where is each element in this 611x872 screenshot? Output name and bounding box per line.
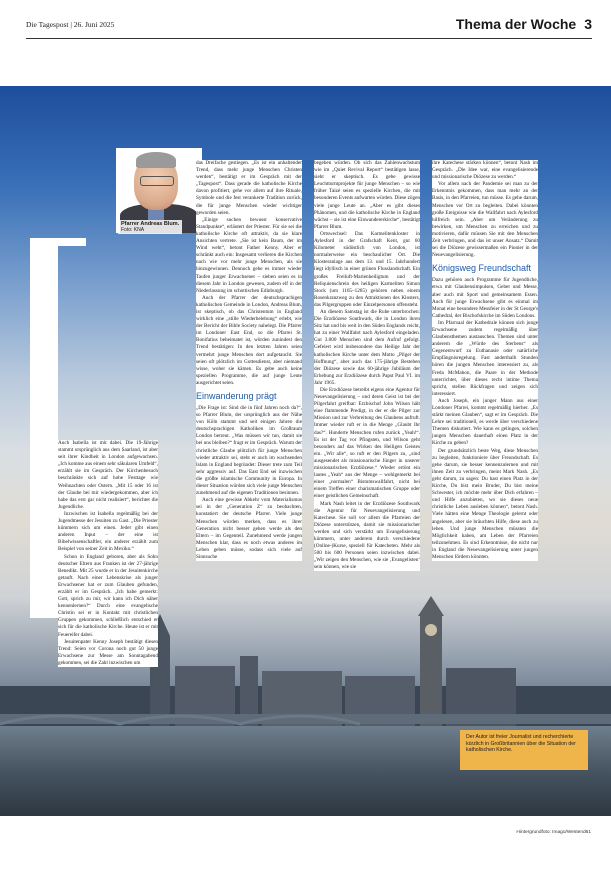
article-column-1 (58, 440, 158, 667)
col4-paragraph: Im Pfarrsaal der Kathedrale können sich junge Erwachsene zudem regelmäßig über Glaubensthemen austauschen. Themen sind unter anderem die „Würde des Sterbens“ als Gegenentwurf zu Euthanasie oder natürliche Empfängnisregelung. Fast anderthalb Stunden hören die jungen Menschen interessiert zu, als Freda McMahon, die Paare in der Methode unterrichtet, über dieses recht intime Thema spricht, stellen Rückfragen und zeigen sich interessiert. (432, 319, 538, 397)
subheading-koenigsweg: Königsweg Freundschaft (432, 263, 532, 274)
col4-paragraph: Vor allem nach der Pandemie sei man zu der Erkenntnis gekommen, dass man mehr an der Basis, in den Pfarreien, tun müsse. Es gehe darum, Menschen vor Ort zu begleiten. Dabei könnten große Ereignisse wie die Wallfahrt nach Aylesford hilfreich sein. „Aber um Veränderung zu bewirken, um Menschen zu erreichen und zu motivieren, dafür müssen Sie mit den Menschen Zeit verbringen, und das ist unser Ansatz.“ Damit sei die Diözese gewissermaßen ein Pionier in der Neuevangelisierung. (432, 181, 538, 259)
page-number: 3 (584, 16, 592, 32)
initial-letter-serif (30, 238, 86, 246)
col1-paragraph: Jesuitenpater Kenny Joseph bestätigt diesen Trend: Seien vor Corona noch gut 50 junge Erwachsene zur Messe am Sonntagabend gekommen, sei die Zahl inzwischen um (58, 638, 158, 666)
col2-paragraph: „Einige suchen bewusst konservative Standpunkte“, erläutert der Priester. Für sie sei die katholische Kirche oft attraktiv, da sie klare Ansichten vertrete. „Sie ist kein Baum, der im Wind weht“, betont Father Kenny. Aber er schränkt auch ein: Insgesamt verlieren die Kirchen nach wie vor mehr junge Menschen, als sie hinzugewinnen. Dennoch gehe es immer wieder Taufen junger Erwachsener – sieben seien es in diesem Jahr in London gewesen, zudem elf in der Niederlassung im schottischen Edinburgh. (196, 216, 302, 294)
col3-paragraph: Die Erzdiözese betreibt eigens eine Agentur für Neuevangelisierung – und deren Geist ist bei der Pilgerfahrt greifbar: Erzbischof John Wilson hält eine flammende Predigt, in der er die Pilger zur Mission und zur Verbreitung des Glaubens aufruft. Immer wieder ruft er in die Menge „Glaubt Ihr das?“. Hunderte Menschen rufen zurück „Yeah!“. Es ist der Tag vor Pfingsten, und Wilson geht besonders auf das Wirken des Heiligen Geistes ein. „Wir alle“, so ruft er den Pilgern zu, „sind ausgesendet als missionarische Jünger in unserer missionarischen Erzdiözese.“ Wieder ertönt ein lautes „Yeah“ aus der Menge – wohlgemerkt bei einer „normalen“ Bistumswallfahrt, nicht bei einem Treffen einer charismatischen Gruppe oder einer geistlichen Gemeinschaft. (314, 387, 420, 500)
col1-paragraph: Inzwischen ist Isabella regelmäßig bei der Jugendmesse der Jesuiten zu Gast. „Die Priester kümmern sich um einen. Jeder gibt einen anderen Input – der eine ist Bibelwissenschaftler, ein anderer erzählt zum Beispiel von seiner Zeit in Mexiko.“ (58, 510, 158, 553)
portrait-caption (118, 220, 182, 234)
photo-credit: Hintergrundfoto: Imago/Westend61 (516, 830, 591, 835)
article-column-2 (196, 160, 302, 561)
col1-paragraph: Schon in England geboren, aber als Sohn deutscher Eltern aus Franken ist der 27-jährige Benedikt. Mit 25 wurde er in der Jesuitenkirche getauft. Nach einer Lebenskrise als junger Erwachsener hat er zum Glauben gefunden, erzählt er im Gespräch. „Ich habe gemerkt: Gott, sprich zu mir, wir kann ich Dich näher kennenlernen?“ Durch eine evangelische Christin sei er in Kontakt mit christlichen Gruppen gekommen, schließlich entschied er sich für die katholische Kirche. Heute ist er mit Feuereifer dabei. (58, 553, 158, 638)
initial-letter-stem (30, 238, 58, 618)
author-note: Der Autor ist freier Journalist und recherchierte kürzlich in Großbritannien über die Situation der katholischen Kirche. (466, 734, 576, 754)
section-name: Thema der Woche (455, 16, 577, 32)
header-rule (26, 38, 592, 39)
col4-paragraph: ihre Katechese stärken können“, betont Nash im Gespräch. „Die Idee war, eine evangelisierende und missionarische Diözese zu werden.“ (432, 160, 538, 181)
col2-paragraph: das Dreifache gestiegen. „Es ist ein anhaltender Trend, dass mehr junge Menschen Christen werden“, bestätigt er im Gespräch mit der „Tagespost“. Dass gerade die katholische Kirche davon profitiert, gehe vor allem auf ihre Rituale, Symbole und die fest verankerte Tradition zurück, die für junge Menschen wieder wichtiger geworden seien. (196, 160, 302, 216)
caption-credit: Foto: KNA (121, 227, 145, 233)
col4-paragraph: Dazu gehören auch Programme für Jugendliche, etwa mit Glaubensimpulsen, Gebet und Messe, aber auch mit Sport und gemeinsamem Essen. Auch für junge Erwachsene gibt es einmal im Monat eine besondere Messfeier in der St George's Cathedral, der Bischofskirche im Süden Londons. (432, 277, 538, 319)
caption-name: Pfarrer Andreas Blum. (121, 221, 180, 227)
article-column-3 (314, 160, 420, 571)
subheading-einwanderung: Einwanderung prägt (196, 391, 277, 401)
col4-paragraph: Auch Joseph, ein junger Mann aus einer Londoner Pfarrei, kommt regelmäßig hierher. „Es stärkt meinen Glauben“, sagt er im Gespräch. Die Lehre sei traditionell, es werde über verschiedene Themen diskutiert. Wie kann es gelingen, solchen jungen Menschen dauerhaft einen Platz in der Kirche zu geben? (432, 397, 538, 447)
article-column-4 (432, 160, 538, 561)
col1-paragraph: Auch Isabella ist mit dabei. Die 19-Jährige stammt ursprünglich aus dem Saarland, ist aber seit ihrer Kindheit in London aufgewachsen. „Ich komme aus einem sehr säkularen Umfeld“, erzählt sie im Gespräch. Der Kirchenbesuch beschränkte sich auf hohe Festtage wie Weihnachten oder Ostern. „Mit 15 oder 16 ist der Glaube bei mir wiedergekommen, aber ich habe das erst gar nicht realisiert“, berichtet die Jugendliche. (58, 440, 158, 510)
author-infobox (460, 730, 588, 770)
section-title (456, 16, 592, 32)
portrait-glasses (140, 176, 174, 186)
col2-paragraph: Auch der Pfarrer der deutschsprachigen katholischen Gemeinde in London, Andreas Blum, ist skeptisch, ob das Christentum in England wirklich eine „stille Wiederbelebung“ erlebt, wie der Bericht der Bible Society nahelegt. Die Pfarrer im Londoner East End, so die Pfarrei St. Bonifatius beheimatet ist, würden zunindest den Trend bestätigen: In den letzten Jahren seien vermehrt junge Menschen dort aufgetaucht. Sie seien oft plötzlich im Gottesdienst, aber niemand wisse, woher sie kämen. Es gebe auch keine speziellen Programme, die auf junge Leute ausgerichtet seien. (196, 294, 302, 386)
col4-paragraph: Der grundsätzlich beste Weg, diese Menschen zu begleiten, funktioniere über Freundschaft. Es gehe darum, sie besser kennenzulernen und mit ihnen Zeit zu verbringen, meint Mark Nash. „Es geht darum, zu sagen: Du hast einen Platz in der Kirche, Du bist mein Bruder, Du bist meine Schwester, ich möchte mehr über Dich erfahren – und Hilfe anzubieten, wo sie dieses neue christliche Leben ausleben können“, betont Nash. Viele hätten eine Menge Theologie gelernt oder angelesen, aber sie bräuchten Hilfe, diese auch zu leben. Und junge Menschen müssten die Möglichkeit haben, am Leben der Pfarreien teilzunehmen. Es sind Erkenntnisse, die nicht nur in England die Neuevangelisierung unter jungen Menschen fördern könnten. (432, 447, 538, 560)
col3-paragraph: An diesem Samstag ist die Ruhe unterbrochen: Die Erzdiözese Southwark, die in London ihren Sitz hat und bis weit in den Süden Englands reicht, hat zu einer Wallfahrt nach Aylesford eingeladen. Gut 3.000 Menschen sind dem Aufruf gefolgt. Gefeiert wird insbesondere das Heilige Jahr der katholischen Kirche unter dem Motto „Pilger der Hoffnung“, aber auch das 175-jährige Bestehen der Diözese sowie das 60-jährige Jubiläum der Erhebung zur Erzdiözese durch Papst Paul VI. im Jahr 1965. (314, 308, 420, 386)
col3-paragraph: Ortswechsel: Das Karmelitenkloster in Aylesford in der Grafschaft Kent, gut 60 Kilometer südöstlich von London, ist normalerweise ein beschaulicher Ort. Die Klosteranlage aus dem 13. und 15. Jahrhundert liegt idyllisch in einer grünen Flusslandschaft. Ein großes Freiluft-Marienheiligtum und der Reliquienschrein des heiligen Karmeliten Simon Stock (um 1165–1265) gehören neben einem Rosenkranzweg zu den Attraktionen des Klosters, das Pilgergruppen oder Einzelpersonen offensteht. (314, 230, 420, 308)
col3-paragraph: begeben würden. Ob sich das Zahlenwachstum wie im „Quiet Revival Report“ bestätigen lasse, sieht er skeptisch. Es gebe gewisse Leuchtturmprojekte für junge Menschen – so wie früher Taizé seien es spezielle Kirchen, die mit besonderen Events aufwarten würden. Diese zögen viele junge Leute an. „Aber es gibt dieses Phänomen, und die katholische Kirche in England wächst – sie ist eine Einwandererkirche“, bestätigt Pfarrer Blum. (314, 160, 421, 230)
col2-paragraph: „Die Frage ist: Sind die in fünf Jahren noch da?“, so Pfarrer Blum, der ursprünglich aus der Nähe von Köln stammt und seit einigen Jahren die deutschsprachigen Katholiken im Großraum London betreut. „Was müssen wir tun, damit sie bei uns bleiben?“ fragt er im Gespräch. Warum der christliche Glaube plötzlich für junge Menschen wieder attraktiv sei, steht er auch im wachsenden Islam in England begründet: Dieser trete zum Teil sehr aggressiv auf. Das East End sei inzwischen die größte islamische Community in Europa. In dieser Situation würden sich viele junge Menschen zunehmend auf die eigenen Traditionen besinnen. (196, 405, 302, 497)
portrait-hair (136, 152, 176, 168)
col3-paragraph: Mark Nash leitet in der Erzdiözese Southwark die Agentur für Neuevangelisierung und Katechese. Sie soll vor allem die Pfarreien der Diözese unterstützen, damit sie missionarischer werden und sich verstärkt um Evangelisierung kümmern, unter anderem durch verschiedene (Online-)Kurse, speziell für Katecheten. Mehr als 500 bis 600 Personen seien inzwischen dabei. „Wir zeigen den Menschen, wie sie ‚Evangelisten‘ sein können, wie sie (314, 500, 420, 571)
col2-paragraph: Auch eine gewisse Abkehr vom Materialismus sei in der „Generation Z“ zu beobachten, konstatiert der deutsche Pfarrer. Viele junge Menschen würden merken, dass es ihrer Generation nicht besser gehen werde als den Eltern – im Gegenteil. Zunehmend werde jungen Menschen klar, dass es noch etwas anderes im Leben geben müsse, sodass sich viele auf Sinnsuche (196, 497, 302, 560)
publication-line: Die Tagespost | 26. Juni 2025 (26, 20, 115, 29)
